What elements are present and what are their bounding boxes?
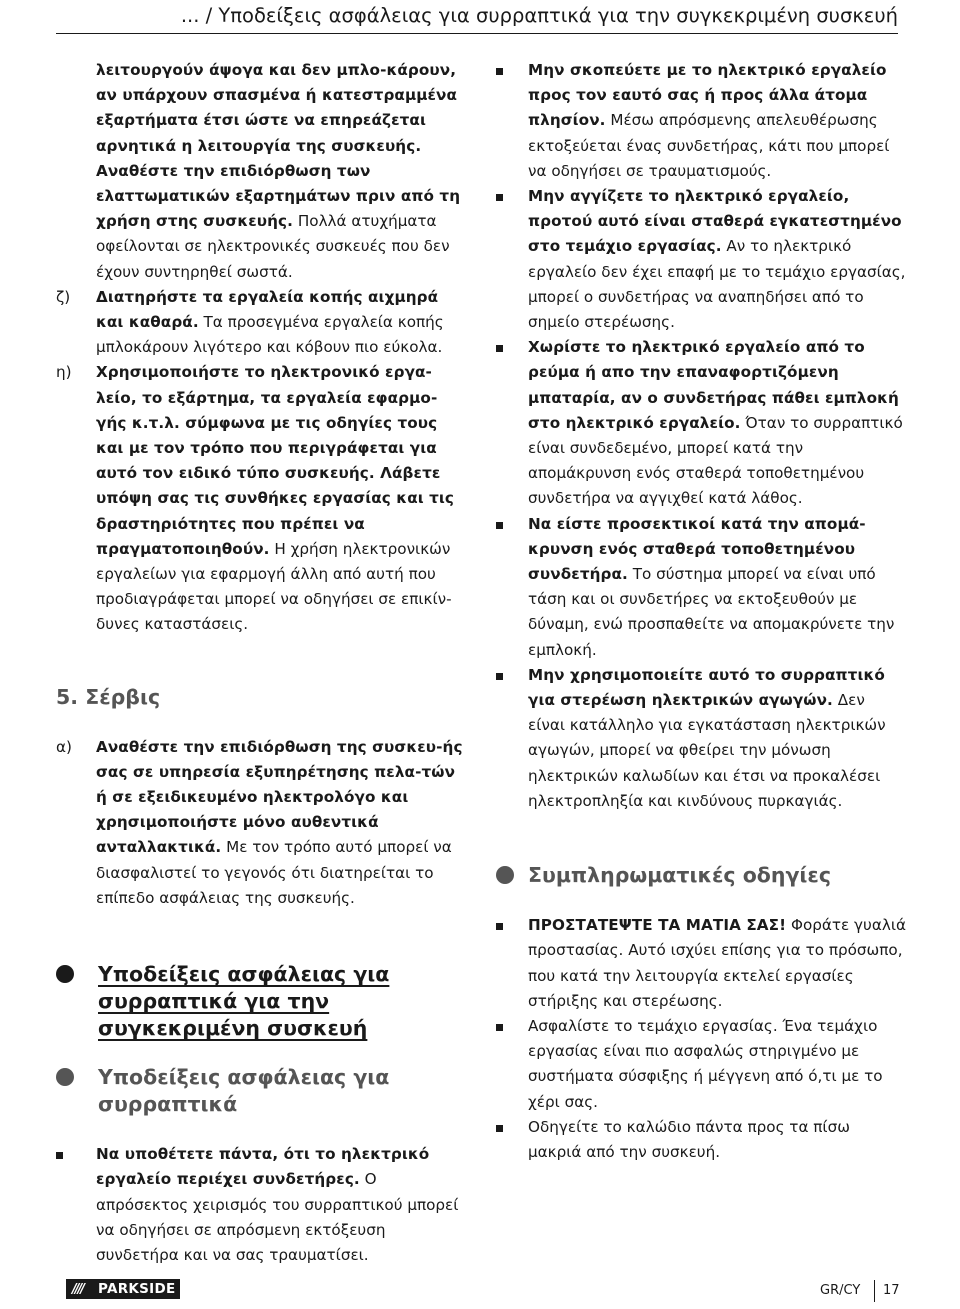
right-bullet-4	[496, 512, 906, 663]
right-bullet-3-normal: Όταν το συρραπτικό είναι συνδεδεμένο, μπορεί κατά την απομάκρυνση ενός σταθερά τοποθετημένου συνδετήρα να αγγιχθεί κατά λάθος.	[528, 413, 903, 508]
item-a	[56, 735, 464, 911]
left-column	[56, 58, 464, 1268]
right-bullet-6-bold: ΠΡΟΣΤΑΤΕΨΤΕ ΤΑ ΜΑΤΙΑ ΣΑΣ!	[528, 916, 787, 935]
section-heading-supplementary	[496, 862, 906, 889]
right-bullet-7-normal: Ασφαλίστε το τεμάχιο εργασίας. Ένα τεμάχιο εργασίας είναι πιο ασφαλώς στηριγμένο με συστήματα σύσφιξης ή μέγγενη από ό,τι με το χέρι σας.	[528, 1016, 883, 1111]
intro-paragraph	[56, 58, 464, 285]
item-h-label: η)	[56, 363, 72, 382]
right-bullet-2-normal: Αν το ηλεκτρικό εργαλείο δεν έχει επαφή με το τεμάχιο εργασίας, μπορεί ο συνδετήρας να αναπηδήσει από το σημείο στερέωσης.	[528, 237, 906, 332]
logo-stripes: ////	[72, 1282, 83, 1297]
square-bullet-icon	[496, 1024, 503, 1031]
logo-text: PARKSIDE	[98, 1281, 176, 1297]
right-column	[496, 58, 906, 1165]
right-bullet-5-normal: Δεν είναι κατάλληλο για εγκατάσταση ηλεκτρικών αγωγών, μπορεί να φθείρει την μόνωση ηλεκτρικών καλωδίων και έτσι να προκαλέσει ηλεκτροπληξία και κινδύνους πυρκαγιάς.	[528, 691, 886, 810]
section-heading-supplementary-text: Συμπληρωματικές οδηγίες	[528, 863, 831, 888]
right-bullet-3	[496, 335, 906, 511]
right-bullet-4-bold: Να είστε προσεκτικοί κατά την απομά-κρυνση ενός σταθερά τοποθετημένου συνδετήρα.	[528, 514, 866, 584]
square-bullet-icon	[496, 68, 503, 75]
section-heading-stapler-text: Υποδείξεις ασφάλειας για συρραπτικά	[98, 1065, 390, 1117]
left-bullet-1-normal: Ο απρόσεκτος χειρισμός του συρραπτικού μπορεί να οδηγήσει σε απρόσμενη εκτόξευση συνδετήρα και να σας τραυματίσει.	[96, 1170, 459, 1264]
right-bullet-5	[496, 663, 906, 814]
right-bullet-6-normal: Φοράτε γυαλιά προστασίας. Αυτό ισχύει επίσης για το πρόσωπο, που κατά την λειτουργία εκτελεί εργασίες στήριξης και στερέωσης.	[528, 916, 906, 1010]
item-a-bold: Αναθέστε την επιδιόρθωση της συσκευ-ής σας σε υπηρεσία εξυπηρέτησης πελα-τών ή σε εξειδικευμένο ηλεκτρολόγο και χρησιμοποιήστε μόνο αυθεντικά ανταλλακτικά.	[96, 737, 463, 857]
right-bullet-8-normal: Οδηγείτε το καλώδιο πάντα προς τα πίσω μακριά από την συσκευή.	[528, 1117, 850, 1161]
left-bullet-1	[56, 1142, 464, 1268]
right-bullet-4-normal: Το σύστημα μπορεί να είναι υπό τάση και οι συνδετήρες να εκτοξευθούν με δύναμη, ενώ προσπαθείτε να απομακρύνετε την εμπλοκή.	[528, 565, 895, 659]
square-bullet-icon	[496, 345, 503, 352]
item-h	[56, 360, 464, 637]
header-rule	[56, 33, 898, 34]
right-bullet-5-bold: Μην χρησιμοποιείτε αυτό το συρραπτικό για στερέωση ηλεκτρικών αγωγών.	[528, 665, 885, 710]
right-bullet-1	[496, 58, 906, 184]
item-z	[56, 285, 464, 361]
item-h-bold: Χρησιμοποιήστε το ηλεκτρονικό εργα-λείο, το εξάρτημα, τα εργαλεία εφαρμο-γής κ.τ.λ. σύμφωνα με τις οδηγίες τους και με τον τρόπο που περιγράφεται για αυτό τον ειδικό τύπο συσκευής. Λάβετε υπόψη σας τις συνθήκες εργασίας και τις δραστηριότητες που πρέπει να πραγματοποιηθούν.	[96, 363, 455, 558]
parkside-logo	[66, 1279, 180, 1299]
section-5-heading: 5. Σέρβις	[56, 684, 161, 709]
header-title: ... / Υποδείξεις ασφάλειας για συρραπτικά για την συγκεκριμένη συσκευή	[180, 4, 898, 27]
language-code: GR/CY	[820, 1283, 861, 1298]
intro-bold: λειτουργούν άψογα και δεν μπλο-κάρουν, αν υπάρχουν σπασμένα ή κατεστραμμένα εξαρτήματα έτσι ώστε να επηρεάζεται αρνητικά η λειτουργία της συσκευής. Αναθέστε την επιδιόρθωση των ελαττωματικών εξαρτημάτων πριν από τη χρήση στης συσκευής.	[96, 61, 461, 231]
item-z-normal: Τα προσεγμένα εργαλεία κοπής μπλοκάρουν λιγότερο και κόβουν πιο εύκολα.	[96, 313, 444, 357]
right-bullet-3-bold: Χωρίστε το ηλεκτρικό εργαλείο από το ρεύμα ή απο την επαναφορτιζόμενη μπαταρία, αν ο συνδετήρας πάθει εμπλοκή στο ηλεκτρικό εργαλείο.	[528, 338, 899, 432]
item-a-label: α)	[56, 737, 72, 756]
right-bullet-1-normal: Μέσω απρόσμενης απελευθέρωσης εκτοξεύεται ένας συνδετήρας, κάτι που μπορεί να οδηγήσει σε τραυματισμούς.	[528, 111, 890, 180]
left-bullet-1-bold: Να υποθέτετε πάντα, ότι το ηλεκτρικό εργαλείο περιέχει συνδετήρες.	[96, 1145, 430, 1189]
section-heading-specific	[56, 961, 464, 1042]
square-bullet-icon	[496, 194, 503, 201]
intro-normal: Πολλά ατυχήματα οφείλονται σε ηλεκτρονικές συσκευές που δεν έχουν συντηρηθεί σωστά.	[96, 212, 450, 281]
section-heading-specific-text: Υποδείξεις ασφάλειας για συρραπτικά για την συγκεκριμένη συσκευή	[98, 962, 390, 1041]
square-bullet-icon	[496, 1125, 503, 1132]
page-header	[0, 0, 960, 36]
section-heading-stapler	[56, 1064, 464, 1118]
right-bullet-8	[496, 1115, 906, 1165]
page-number: 17	[883, 1283, 900, 1298]
right-bullet-7	[496, 1014, 906, 1115]
bullet-dot-icon	[56, 965, 74, 983]
square-bullet-icon	[496, 673, 503, 680]
square-bullet-icon	[56, 1152, 63, 1159]
square-bullet-icon	[496, 923, 503, 930]
footer-separator	[874, 1280, 875, 1302]
item-z-label: ζ)	[56, 287, 71, 306]
right-bullet-2-bold: Μην αγγίζετε το ηλεκτρικό εργαλείο, προτού αυτό είναι σταθερά εγκατεστημένο στο τεμάχιο εργασίας.	[528, 187, 902, 256]
right-bullet-6	[496, 913, 906, 1014]
item-h-normal: Η χρήση ηλεκτρονικών εργαλείων για εφαρμογή άλλη από αυτή που προδιαγράφεται μπορεί να οδηγήσει σε επικίν-δυνες καταστάσεις.	[96, 539, 452, 634]
bullet-dot-icon	[496, 866, 514, 884]
item-a-normal: Με τον τρόπο αυτό μπορεί να διασφαλιστεί το γεγονός ότι διατηρείται το επίπεδο ασφάλειας της συσκευής.	[96, 838, 452, 907]
right-bullet-1-bold: Μην σκοπεύετε με το ηλεκτρικό εργαλείο προς τον εαυτό σας ή προς άλλα άτομα πλησίον.	[528, 61, 887, 130]
bullet-dot-icon	[56, 1068, 74, 1086]
square-bullet-icon	[496, 522, 503, 529]
item-z-bold: Διατηρήστε τα εργαλεία κοπής αιχμηρά και καθαρά.	[96, 287, 439, 332]
right-bullet-2	[496, 184, 906, 335]
